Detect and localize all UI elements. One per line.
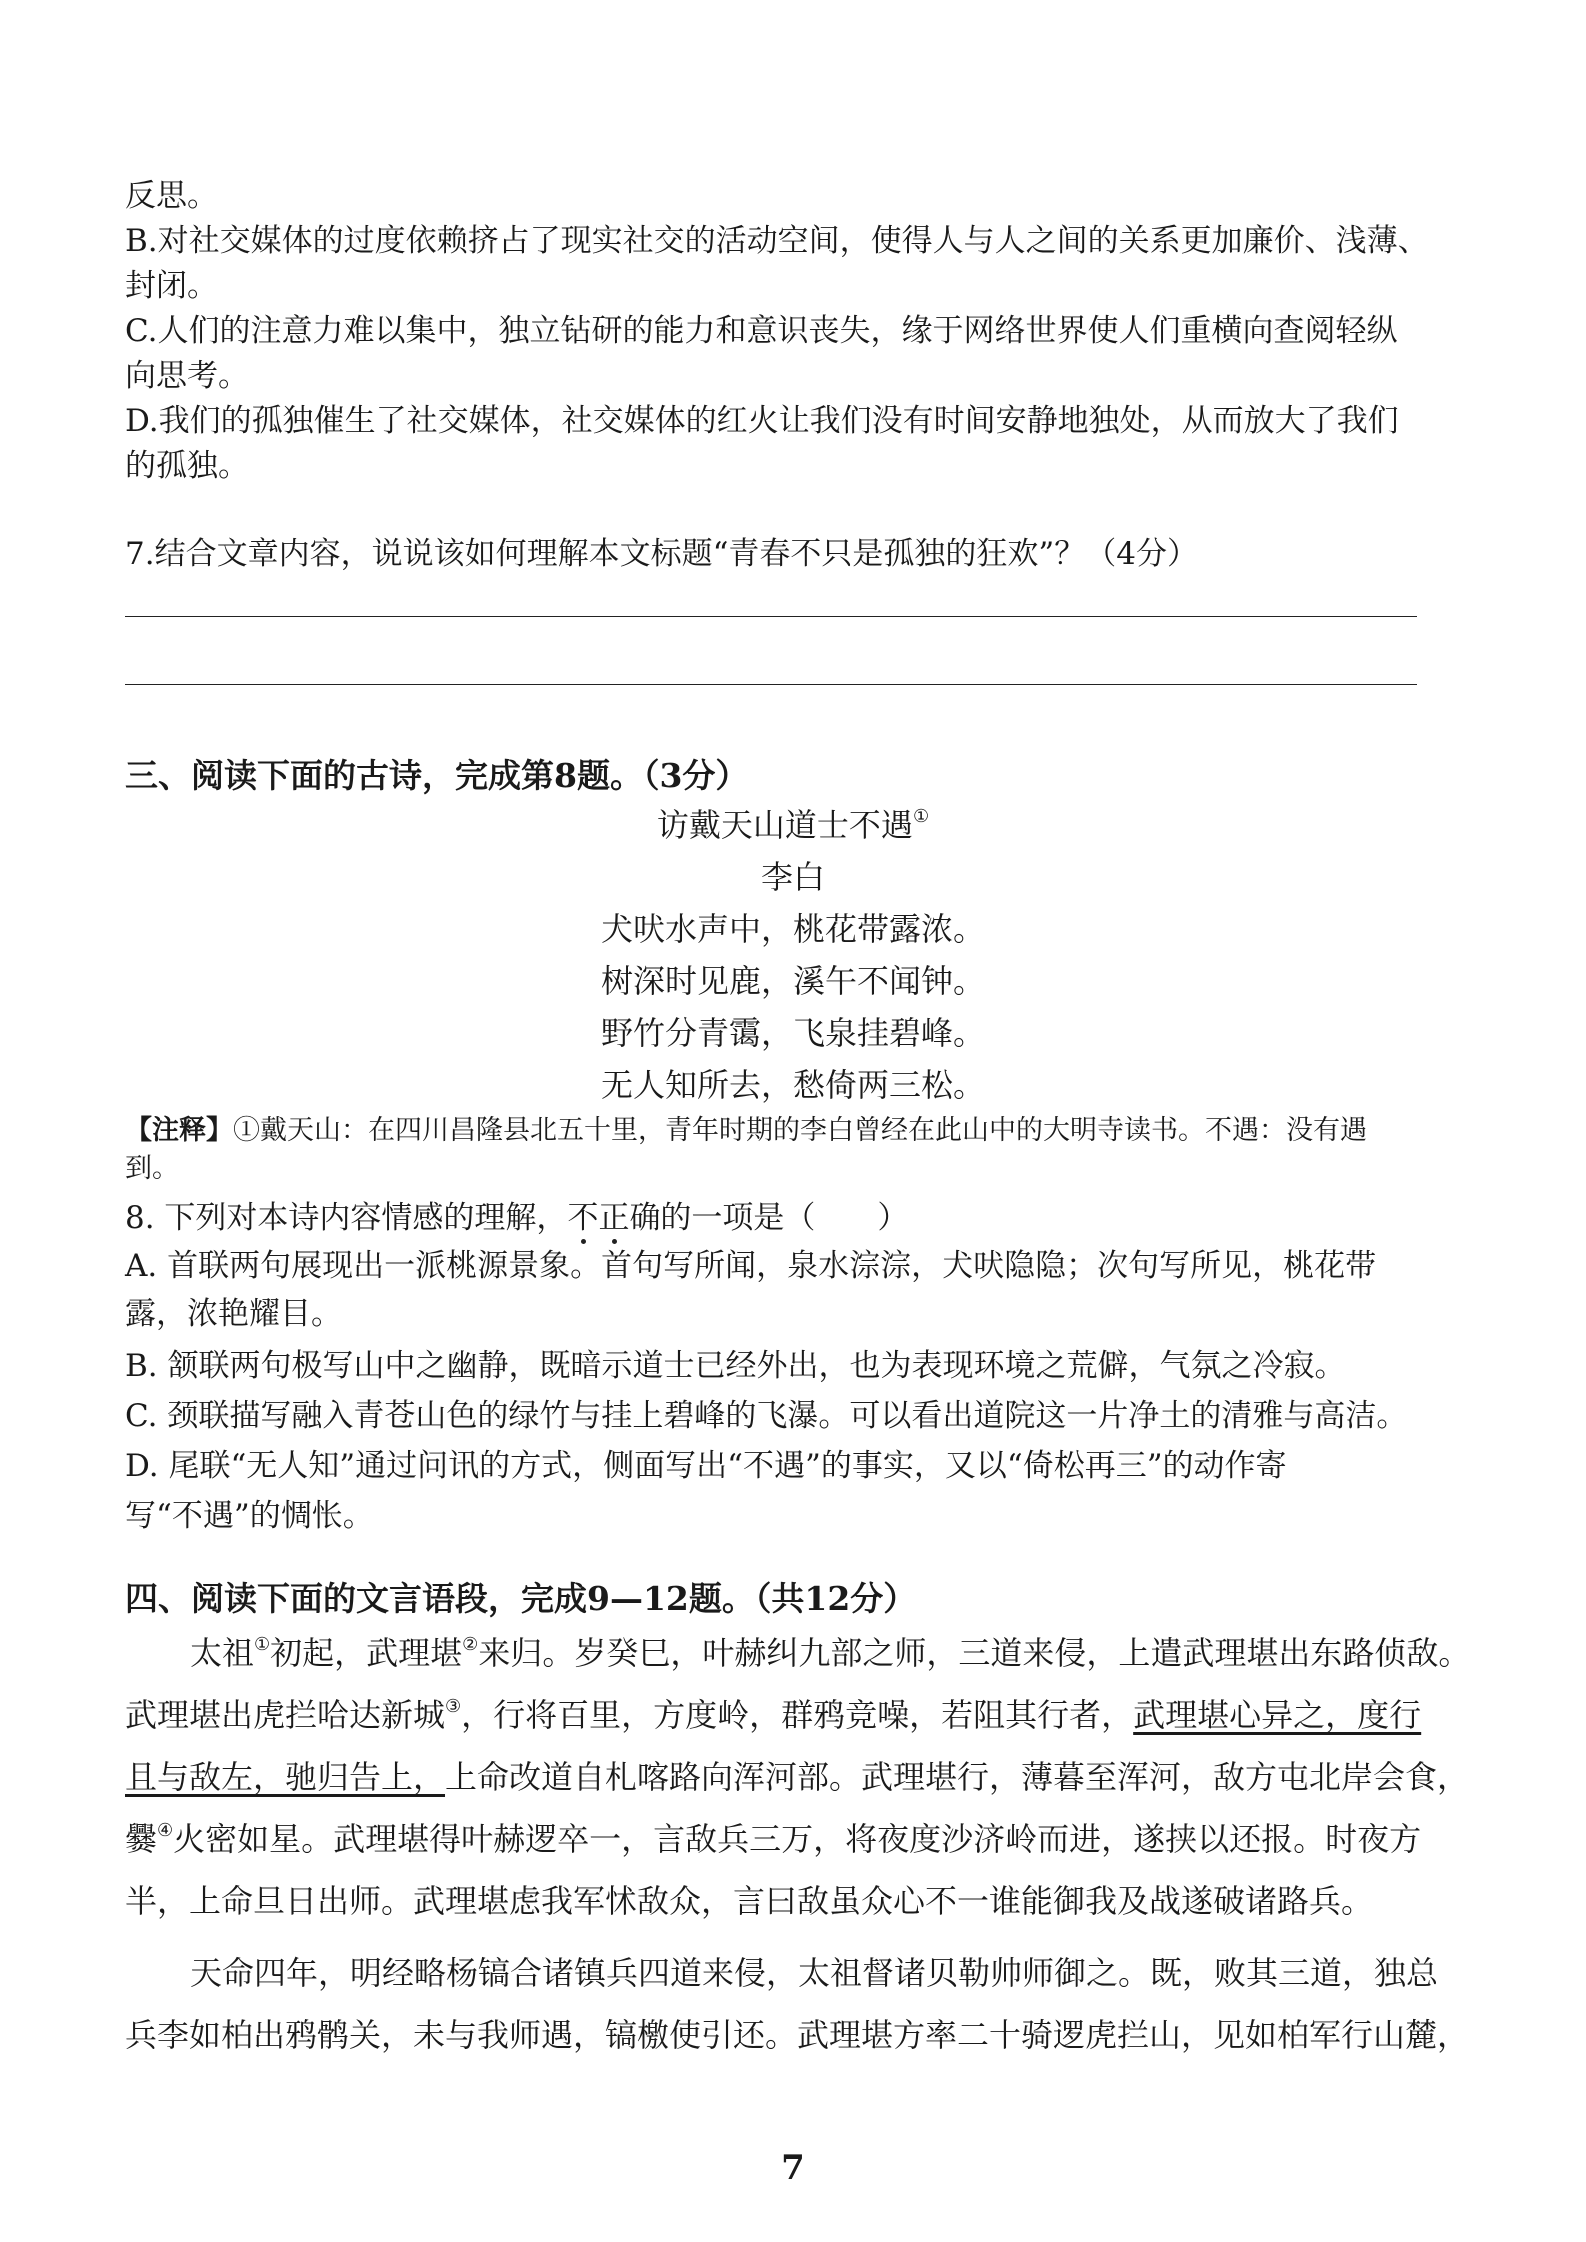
q7-answer-line-1 xyxy=(125,616,1417,617)
classical-p2-line1: 天命四年，明经略杨镐合诸镇兵四道来侵，太祖督诸贝勒帅师御之。既，败其三道，独总 xyxy=(190,1954,1439,1992)
poem-line-1: 犬吠水声中，桃花带露浓。 xyxy=(600,910,985,948)
poem-title-wrap xyxy=(0,800,1586,846)
poem-author: 李白 xyxy=(760,858,825,896)
text-seg: 上命改道自札喀路向浑河部。武理堪行，薄暮至浑河，敌方屯北岸会食， xyxy=(445,1758,1470,1796)
text-seg: 爨 xyxy=(125,1820,158,1858)
q8-option-d-line2: 写“不遇”的惆怅。 xyxy=(125,1498,374,1534)
q6-option-c-line2: 向思考。 xyxy=(125,358,249,394)
section4-heading: 四、阅读下面的文言语段，完成9—12题。（共12分） xyxy=(125,1579,917,1618)
note-mark-1: ① xyxy=(254,1634,271,1655)
classical-p2-line2: 兵李如柏出鸦鹘关，未与我师遇，镐檄使引还。武理堪方率二十骑逻虎拦山，见如柏军行山麓， xyxy=(125,2016,1470,2054)
text-seg: ，行将百里，方度岭，群鸦竞噪，若阻其行者， xyxy=(461,1696,1134,1734)
q8-emphasis-1: 不 xyxy=(567,1200,599,1236)
q6-option-b-line1: B.对社交媒体的过度依赖挤占了现实社交的活动空间，使得人与人之间的关系更加廉价、浅薄、 xyxy=(125,223,1429,259)
q8-question xyxy=(125,1192,908,1237)
q6-option-d-line2: 的孤独。 xyxy=(125,448,249,484)
poem-title-note-mark: ① xyxy=(912,806,930,827)
q7-question: 7.结合文章内容，说说该如何理解本文标题“青春不只是孤独的狂欢”？（4分） xyxy=(125,536,1198,572)
note-text-1: ①戴天山：在四川昌隆县北五十里，青年时期的李白曾经在此山中的大明寺读书。不遇：没有遇 xyxy=(233,1115,1367,1146)
text-seg: 来归。岁癸巳，叶赫纠九部之师，三道来侵，上遣武理堪出东路侦敌。 xyxy=(478,1634,1471,1672)
q8-option-c: C. 颈联描写融入青苍山色的绿竹与挂上碧峰的飞瀑。可以看出道院这一片净土的清雅与高洁。 xyxy=(125,1398,1408,1434)
q6-option-b-line2: 封闭。 xyxy=(125,268,218,304)
q6-option-d-line1: D.我们的孤独催生了社交媒体，社交媒体的红火让我们没有时间安静地独处，从而放大了我们 xyxy=(125,403,1399,439)
q8-option-a-line1: A. 首联两句展现出一派桃源景象。首句写所闻，泉水淙淙，犬吠隐隐；次句写所见，桃花带 xyxy=(125,1248,1377,1284)
q7-answer-line-2 xyxy=(125,684,1417,685)
note-mark-4: ④ xyxy=(157,1820,174,1841)
note-mark-2: ② xyxy=(462,1634,479,1655)
poem-note-line1 xyxy=(125,1108,1367,1147)
classical-p1-line4 xyxy=(125,1814,1421,1860)
classical-p1-line5: 半，上命旦日出师。武理堪虑我军怵敌众，言曰敌虽众心不一谁能御我及战遂破诸路兵。 xyxy=(125,1882,1374,1920)
q8-option-a-line2: 露，浓艳耀目。 xyxy=(125,1296,342,1332)
classical-p1-line2 xyxy=(125,1690,1421,1736)
note-label: 【注释】 xyxy=(125,1115,233,1146)
poem-title: 访戴天山道士不遇 xyxy=(656,806,913,844)
q8-option-d-line1: D. 尾联“无人知”通过问讯的方式，侧面写出“不遇”的事实，又以“倚松再三”的动作寄 xyxy=(125,1448,1287,1484)
q8-prefix: 8. 下列对本诗内容情感的理解， xyxy=(125,1200,568,1236)
section3-heading: 三、阅读下面的古诗，完成第8题。（3分） xyxy=(125,756,749,795)
text-seg: 火密如星。武理堪得叶赫逻卒一，言敌兵三万，将夜度沙济岭而进，遂挟以还报。时夜方 xyxy=(173,1820,1422,1858)
note-mark-3: ③ xyxy=(445,1696,462,1717)
text-seg: 初起，武理堪 xyxy=(270,1634,463,1672)
page-number: 7 xyxy=(781,2148,805,2188)
underlined-sentence: 且与敌左，驰归告上， xyxy=(125,1758,446,1796)
poem-note-line2: 到。 xyxy=(125,1153,179,1184)
poem-line-3: 野竹分青霭，飞泉挂碧峰。 xyxy=(600,1014,985,1052)
q8-suffix: 确的一项是（ ） xyxy=(629,1200,909,1236)
poem-line-2: 树深时见鹿，溪午不闻钟。 xyxy=(600,962,985,1000)
poem-line-4: 无人知所去，愁倚两三松。 xyxy=(600,1066,985,1104)
underlined-sentence: 武理堪心异之，度行 xyxy=(1133,1696,1422,1734)
text-seg: 太祖 xyxy=(190,1634,255,1672)
classical-p1-line3 xyxy=(125,1752,1469,1798)
q6-option-c-line1: C.人们的注意力难以集中，独立钻研的能力和意识丧失，缘于网络世界使人们重横向查阅轻纵 xyxy=(125,313,1398,349)
q6-cont-line: 反思。 xyxy=(125,178,218,214)
text-seg: 武理堪出虎拦哈达新城 xyxy=(125,1696,446,1734)
q8-option-b: B. 颔联两句极写山中之幽静，既暗示道士已经外出，也为表现环境之荒僻，气氛之冷寂。 xyxy=(125,1348,1346,1384)
classical-p1-line1 xyxy=(190,1628,1470,1674)
q8-emphasis-2: 正 xyxy=(598,1200,630,1236)
